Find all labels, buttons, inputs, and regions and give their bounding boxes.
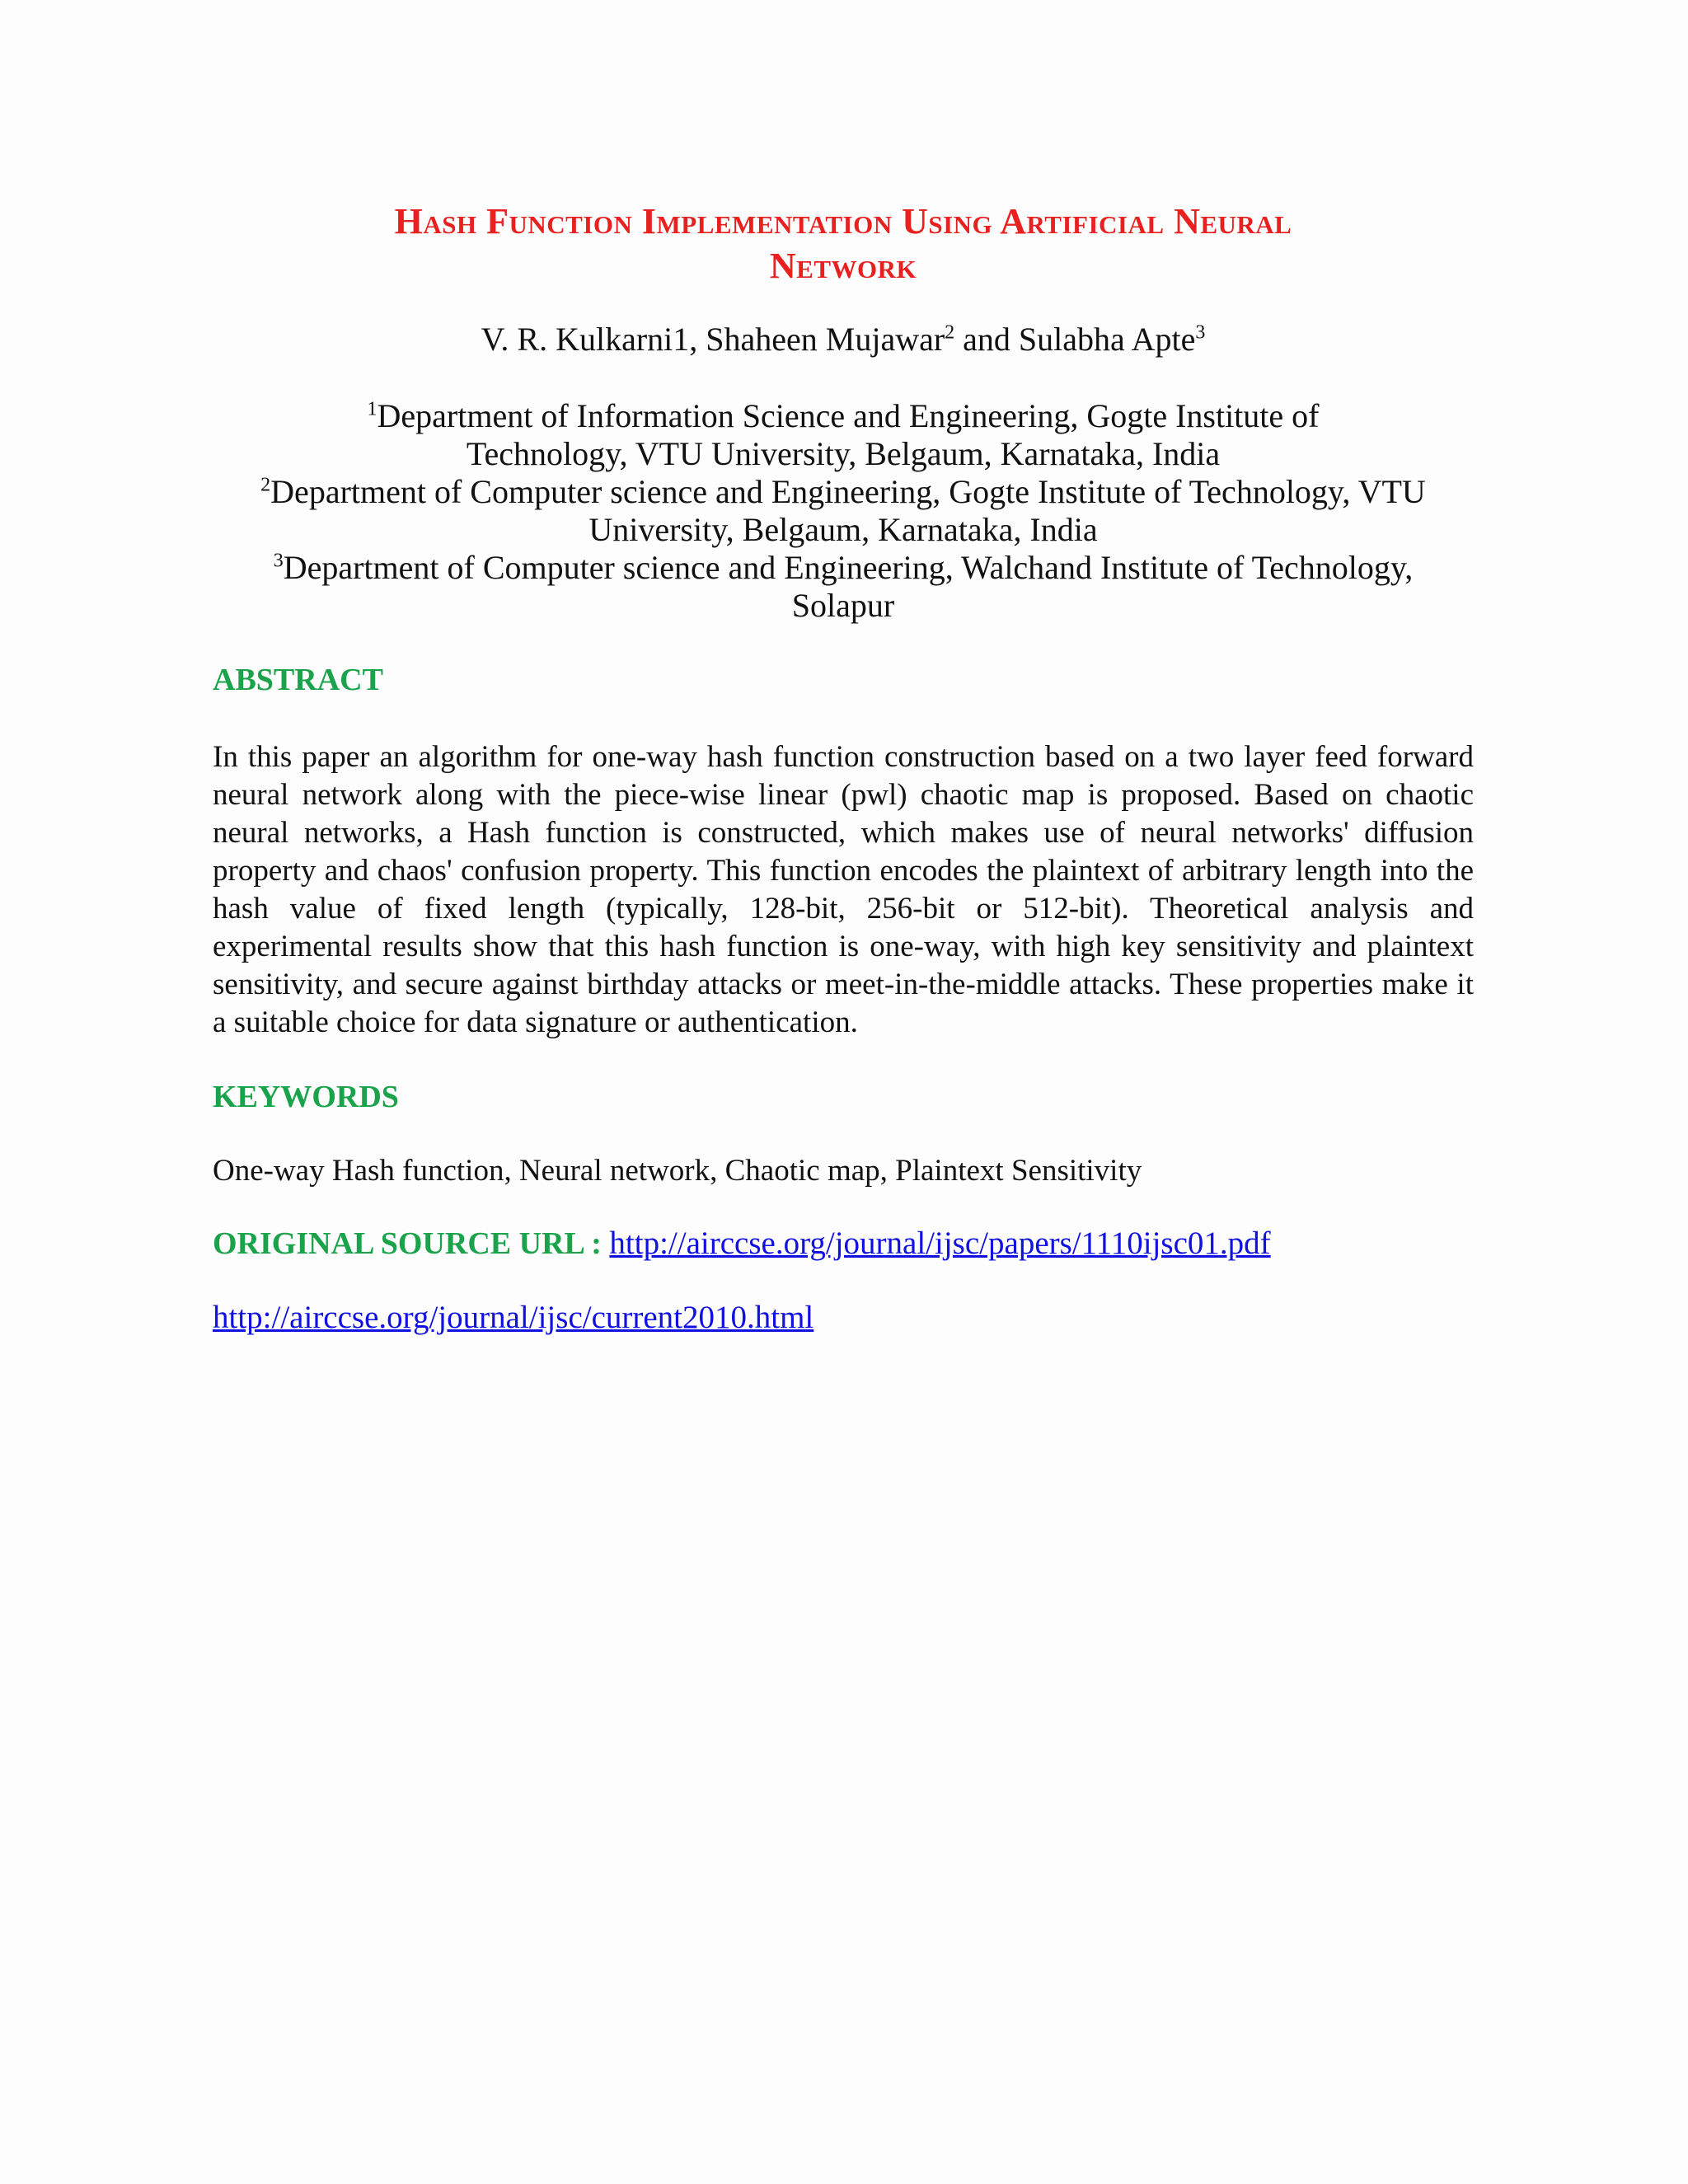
original-source-line — [213, 1225, 1474, 1263]
author-sup-3: 3 — [1195, 321, 1206, 344]
abstract-body: In this paper an algorithm for one-way hash function construction based on a two layer feed forward neural network along with the piece-wise linear (pwl) chaotic map is proposed. Based on chaotic neural networks, a Hash function is constructed, which makes use of neural networks' diffusion property and chaos' confusion property. This function encodes the plaintext of arbitrary length into the hash value of fixed length (typically, 128-bit, 256-bit or 512-bit). Theoretical analysis and experimental results show that this hash function is one-way, with high key sensitivity and plaintext sensitivity, and secure against birthday attacks or meet-in-the-middle attacks. These properties make it a suitable choice for data signature or authentication. — [213, 740, 1474, 1039]
paper-title-line1: Hash Function Implementation Using Artificial Neural — [394, 201, 1292, 241]
paper-title — [213, 199, 1474, 288]
source-pdf-link[interactable]: http://airccse.org/journal/ijsc/papers/1110ijsc01.pdf — [609, 1226, 1271, 1261]
affiliation-2-line2: University, Belgaum, Karnataka, India — [588, 511, 1098, 548]
original-source-label: ORIGINAL SOURCE URL : — [213, 1226, 610, 1261]
author-names-1: V. R. Kulkarni1, Shaheen Mujawar — [481, 321, 945, 358]
current-issue-line — [213, 1299, 1474, 1337]
affiliation-1-sup: 1 — [367, 398, 377, 420]
affiliations — [213, 397, 1474, 625]
keywords-body: One-way Hash function, Neural network, Chaotic map, Plaintext Sensitivity — [213, 1154, 1142, 1188]
author-list — [213, 320, 1474, 359]
affiliation-3-sup: 3 — [273, 550, 284, 572]
paper-content — [213, 190, 1474, 1337]
affiliation-3 — [213, 549, 1474, 625]
affiliation-2 — [213, 473, 1474, 549]
keywords-heading: KEYWORDS — [213, 1080, 399, 1114]
affiliation-2-sup: 2 — [260, 474, 271, 496]
affiliation-3-line1: Department of Computer science and Engineering, Walchand Institute of Technology, — [283, 549, 1414, 586]
affiliation-1-line1: Department of Information Science and Engineering, Gogte Institute of — [377, 397, 1320, 434]
affiliation-1-line2: Technology, VTU University, Belgaum, Karnataka, India — [466, 435, 1221, 472]
affiliation-1 — [213, 397, 1474, 473]
current-issue-link[interactable]: http://airccse.org/journal/ijsc/current2010.html — [213, 1300, 814, 1335]
author-names-2: and Sulabha Apte — [954, 321, 1196, 358]
paper-title-line2: Network — [769, 246, 917, 286]
abstract-heading: ABSTRACT — [213, 663, 383, 697]
affiliation-2-line1: Department of Computer science and Engineering, Gogte Institute of Technology, VTU — [270, 473, 1426, 510]
affiliation-3-line2: Solapur — [791, 587, 895, 624]
author-sup-2: 2 — [945, 321, 955, 344]
